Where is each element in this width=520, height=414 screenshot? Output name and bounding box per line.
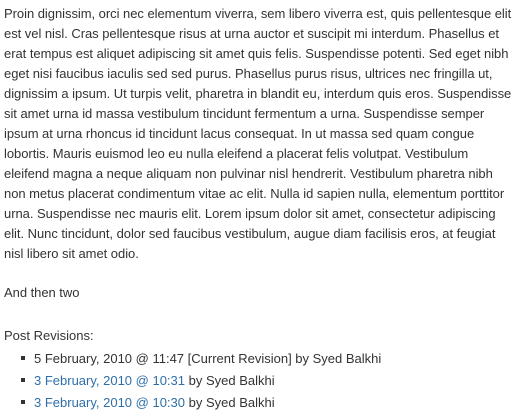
revision-date: 5 February, 2010 @ 11:47	[34, 351, 185, 366]
revision-item-current	[21, 348, 520, 370]
bullet-icon	[21, 356, 25, 360]
post-paragraph: Proin dignissim, orci nec elementum viverra, sem libero viverra est, quis pellentesque elit est vel nisl. Cras pellentesque risus at urna auctor et suscipit mi interdum. Phasellus et erat tempus est aliquet adipiscing sit amet quis felis. Suspendisse potenti. Sed eget nibh eget nisi faucibus iaculis sed sed purus. Phasellus purus risus, ultrices nec fringilla ut, dignissim a ipsum. Ut turpis velit, pharetra in blandit eu, interdum quis eros. Suspendisse sit amet urna id massa vestibulum tincidunt fermentum a urna. Suspendisse semper ipsum at urna rhoncus id tincidunt lacus consequat. In ut massa sed quam congue lobortis. Mauris euismod leo eu nulla eleifend a placerat felis volutpat. Vestibulum eleifend magna a neque aliquam non pulvinar nisl hendrerit. Vestibulum pharetra nibh non metus placerat condimentum vitae ac elit. Nulla id sapien nulla, elementum porttitor urna. Suspendisse nec mauris elit. Lorem ipsum dolor sit amet, consectetur adipiscing elit. Nunc tincidunt, dolor sed faucibus vestibulum, augue diam facilisis eros, at feugiat nisl libero sit amet odio.	[4, 6, 512, 261]
bullet-icon	[21, 378, 25, 382]
revisions-heading: Post Revisions:	[4, 328, 94, 343]
revisions-list	[4, 348, 520, 414]
revision-link[interactable]: 3 February, 2010 @ 10:31	[34, 373, 185, 388]
revision-meta: by Syed Balkhi	[185, 395, 275, 410]
revision-meta: [Current Revision] by Syed Balkhi	[184, 351, 382, 366]
revisions-section	[4, 326, 520, 414]
post-paragraph-short: And then two	[4, 285, 80, 300]
revision-item	[21, 370, 520, 392]
revision-meta: by Syed Balkhi	[185, 373, 275, 388]
revision-link[interactable]: 3 February, 2010 @ 10:30	[34, 395, 185, 410]
bullet-icon	[21, 400, 25, 404]
revision-item	[21, 392, 520, 414]
